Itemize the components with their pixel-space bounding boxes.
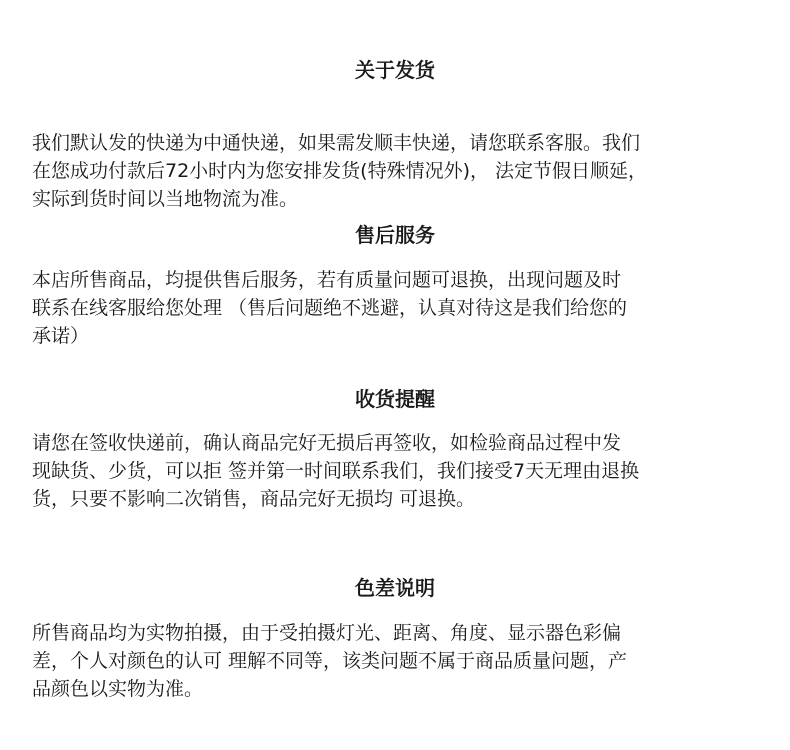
shipping-text: 我们默认发的快递为中通快递，如果需发顺丰快递，请您联系客服。我们 在您成功付款后72小时内为您安排发货(特殊情况外)， 法定节假日顺延， 实际到货时间以当地物流为准。 xyxy=(32,132,648,210)
color-difference-text: 所售商品均为实物拍摄，由于受拍摄灯光、距离、角度、显示器色彩偏 差，个人对颜色的认可 理解不同等，该类问题不属于商品质量问题，产 品颜色以实物为准。 xyxy=(32,622,628,700)
color-difference-heading: 色差说明 xyxy=(355,576,435,600)
after-sales-text: 本店所售商品，均提供售后服务，若有质量问题可退换，出现问题及时 联系在线客服给您处理 （售后问题绝不逃避，认真对待这是我们给您的 承诺） xyxy=(32,269,628,347)
receipt-reminder-heading: 收货提醒 xyxy=(355,387,435,411)
after-sales-heading: 售后服务 xyxy=(355,223,435,247)
shipping-heading: 关于发货 xyxy=(355,58,435,82)
receipt-reminder-text: 请您在签收快递前，确认商品完好无损后再签收，如检验商品过程中发 现缺货、少货，可以拒 签并第一时间联系我们，我们接受7天无理由退换 货，只要不影响二次销售，商品完好无损均 可退换。 xyxy=(32,432,640,510)
